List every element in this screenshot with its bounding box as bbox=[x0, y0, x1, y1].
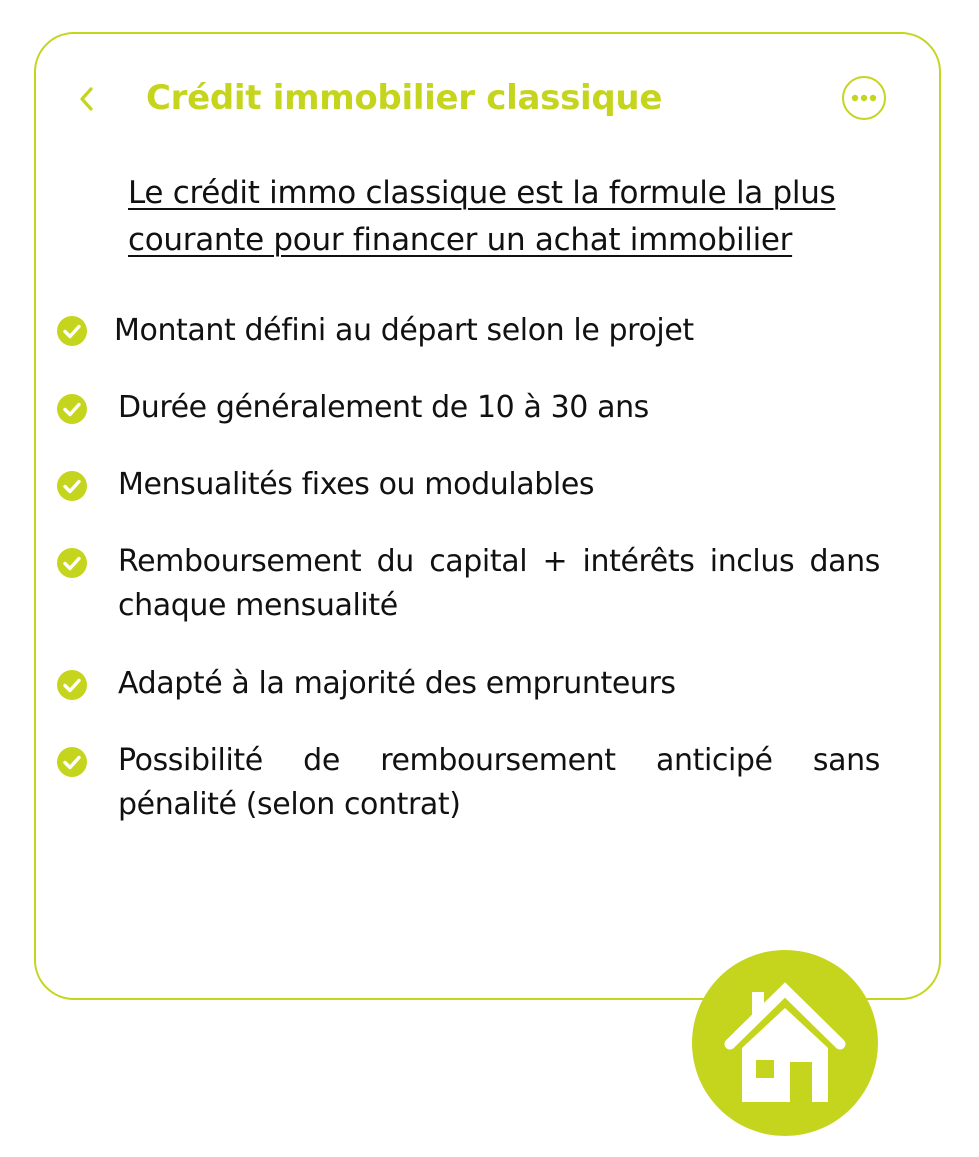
page-title: Crédit immobilier classique bbox=[146, 78, 663, 118]
check-circle-icon bbox=[56, 315, 88, 347]
more-horizontal-icon bbox=[850, 93, 878, 103]
check-circle-icon bbox=[56, 746, 88, 778]
feature-label: Montant défini au départ selon le projet bbox=[114, 313, 694, 348]
back-button[interactable] bbox=[72, 82, 102, 116]
more-options-button[interactable] bbox=[842, 76, 886, 120]
feature-label: Adapté à la majorité des emprunteurs bbox=[118, 666, 676, 701]
check-circle-icon bbox=[56, 669, 88, 701]
house-icon bbox=[720, 978, 850, 1108]
check-circle-icon bbox=[56, 393, 88, 425]
feature-label: Possibilité de remboursement anticipé sans pénalité (selon contrat) bbox=[118, 743, 880, 822]
feature-label: Remboursement du capital + intérêts inclus dans chaque mensualité bbox=[118, 544, 880, 623]
check-circle-icon bbox=[56, 470, 88, 502]
chevron-left-icon bbox=[76, 84, 98, 114]
check-circle-icon bbox=[56, 547, 88, 579]
feature-label: Durée généralement de 10 à 30 ans bbox=[118, 390, 649, 425]
intro-text: Le crédit immo classique est la formule la plus courante pour financer un achat immobilier bbox=[128, 175, 836, 258]
feature-label: Mensualités fixes ou modulables bbox=[118, 467, 595, 502]
home-badge bbox=[692, 950, 878, 1136]
